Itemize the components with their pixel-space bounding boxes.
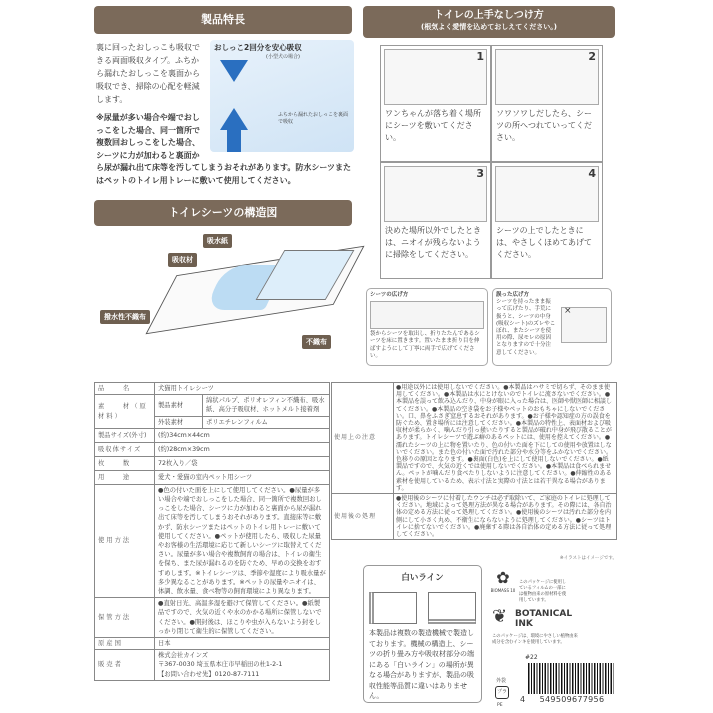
dog-illustration <box>384 166 487 222</box>
recycle-label: 外袋 <box>496 678 507 684</box>
training-header <box>363 6 615 38</box>
white-line-text: 本製品は複数の製造機械で製造しております。機械の構造上、シーツの折り畳み方や吸収材部分の端にある「白いライン」の場所が異なる場合がありますが、製品の吸収性能等品質に違いはありません。 <box>369 629 474 700</box>
step-number: 3 <box>476 167 484 180</box>
label-repellent: 撥水性不織布 <box>100 310 150 324</box>
barcode-first-digit: 4 <box>520 695 526 704</box>
storage-value: ●直射日光、高温多湿を避けて保管してください。●紙製品ですので、火気の近くや水のかかる場所に保管しないでください。●開封後は、ほこりや虫が入らないよう封をしっかり閉じて衛生的に保管してください。 <box>155 598 330 638</box>
size-label: 製品サイズ(外寸) <box>95 428 155 442</box>
absorb-size-label: 吸収体サイズ <box>95 442 155 456</box>
seller-contact: 【お問い合わせ先】0120-87-7111 <box>158 670 260 678</box>
step-2 <box>491 45 603 162</box>
x-mark-icon: × <box>564 306 572 316</box>
count-label: 枚 数 <box>95 456 155 470</box>
origin-label: 原産国 <box>95 638 155 650</box>
recycle-material: PE <box>497 703 503 708</box>
botanical-text: このパッケージは、環境にやさしい植物由来成分を含むインキを使用しています。 <box>492 634 578 645</box>
dog-illustration <box>495 166 599 222</box>
structure-header: トイレシーツの構造図 <box>94 200 352 226</box>
dog-illustration <box>495 49 599 105</box>
product-material-label: 製品素材 <box>155 395 203 416</box>
image-label: おしっこ2回分を安心吸収 <box>214 43 302 52</box>
caution-value: ●用途以外には使用しないでください。●本製品はハサミで切らず、そのまま使用してください。●本製品は水にとけないのでトイレに流さないでください。●本製品を誤って飲み込んだり、中身が眼に入った場合は、医師や獣医師に相談してください。●本製品の空き袋をお子様やペットのおもちゃにしないでください。口、鼻をふさぎ窒息するおそれがあります。●お子様や認知症の方の誤食を防ぐため、置き場所には注意してください。●本製品の特性上、表面材および吸収材が柔らかく、噛んだり引っ掻いたりすると製品が破れ中身が飛び散ることがあります。トイレシーツで遊ぶ癖のあるペットには、使用を控えてください。●濡れたシーツの上に物を置いたり、色の付いた面を下にしての使用や放置はしないでください。また色の付いた面で汚れた部分や水分等をふかないでください。色移りの原因となります。●裏面(白色)を上にして使用しないでください。●紙製品ですので、火気の近くでは使用しないでください。●本製品は食べられません。ペットが噛んだり食べたりしないように注意してください。●伸縮性のある素材を使用しているため、表示寸法と実際の寸法とは若干異なる場合があります。 <box>394 383 617 494</box>
origin-value: 日本 <box>155 638 330 650</box>
training-title: トイレの上手なしつけ方 <box>434 10 544 21</box>
material-label: 素 材（原材料） <box>95 395 155 429</box>
storage-label: 保管方法 <box>95 598 155 638</box>
wrong-text: シーツを持ったまま振って広げたり、手荒に扱うと、シーツの中身(吸収シート)のズレやこぼれ、またシーツを使用の際、尿モレの原因となりますので十分注意してください。 <box>496 299 556 356</box>
image-sublabel: (小型犬の場合) <box>266 54 300 60</box>
step-1 <box>380 45 491 162</box>
biomass-mark-text: BIOMASS 10 <box>490 588 516 593</box>
white-line-title: 白いライン <box>401 573 444 583</box>
dog-illustration <box>384 49 487 105</box>
step-number: 2 <box>588 50 596 63</box>
caution-label: 使用上の注意 <box>332 383 394 494</box>
count-value: 72枚入り／袋 <box>155 456 330 470</box>
sheet-diagram-left <box>369 592 417 624</box>
barcode-tag: #22 <box>525 654 538 661</box>
outer-material-value: ポリエチレンフィルム <box>203 416 330 428</box>
name-value: 犬猫用トイレシーツ <box>155 383 330 395</box>
pla-recycle-icon: プラ <box>495 686 509 699</box>
spec-table <box>94 382 330 681</box>
step-number: 1 <box>476 50 484 63</box>
step-number: 4 <box>588 167 596 180</box>
disposal-value: ●使用後のシーツに付着したウンチは必ず取除いて、ご家庭のトイレに処理してください。地域によって処理方法が異なる場合があります。その際には、各自治体の定める方法に従って処理してください。●使用後のシーツは汚れた部分を内側にして小さく丸め、不衛生にならないように処理してください。●シーツはトイレに捨てないでください。●廃棄する際は各自治体の定める方法に従って処理してください。 <box>394 494 617 540</box>
seller-address: 〒367-0030 埼玉県本庄市早稲田の杜1-2-1 <box>158 661 283 669</box>
spread-illustration <box>370 301 484 329</box>
biomass-text: このパッケージに使用しているフィルムの一部には植物由来の原材料を使用しています。 <box>519 580 567 603</box>
seller-label: 販売者 <box>95 650 155 681</box>
outer-material-label: 外装素材 <box>155 416 203 428</box>
spread-text: 袋からシーツを取出し、折りたたんであるシーツを床に置きます。置いたまま折り目を伸ばすようにして丁寧に両手で広げてください。 <box>370 331 480 359</box>
features-note: ※尿量が多い場合や端でおしっこをした場合、同一箇所で複数回おしっこをした場合、シーツに力が加わると裏面から尿が漏れ出て床等を汚してしまうおそれがあります。防水シーツまたはペットのトイレ用トレーに敷いて使用してください。 <box>96 113 352 185</box>
seller-value <box>155 650 330 681</box>
step-text: ワンちゃんが落ち着く場所にシーツを敷いてください。 <box>385 109 481 142</box>
spread-box <box>366 288 488 366</box>
wrong-illustration <box>561 307 607 343</box>
sheet-diagram-right <box>428 592 476 624</box>
image-label-2: ふちから漏れたおしっこを裏面で吸収 <box>278 112 349 125</box>
step-text: ソワソワしだしたら、シーツの所へつれていってください。 <box>496 109 592 142</box>
caution-table <box>331 382 617 540</box>
absorb-size-value: (約)28cm×39cm <box>155 442 330 456</box>
barcode <box>528 663 614 694</box>
label-absorbent: 吸収材 <box>168 253 197 267</box>
features-text: 裏に回ったおしっこも吸収できる両面吸収タイプ。ふちから漏れたおしっこを裏面から吸収でき、掃除の心配を軽減します。 <box>96 43 200 104</box>
label-nonwoven: 不織布 <box>302 335 331 349</box>
illustration-note: ※イラストはイメージです。 <box>559 556 617 561</box>
use-label: 用 途 <box>95 470 155 484</box>
training-subtitle: (根気よく愛情を込めておしえてください。) <box>421 23 557 31</box>
step-3 <box>380 162 491 279</box>
step-4 <box>491 162 603 279</box>
label-paper: 吸水紙 <box>203 234 232 248</box>
white-line-box <box>363 565 482 703</box>
step-text: シーツの上でしたときには、やさしくほめてあげてください。 <box>496 226 592 259</box>
wrong-title: 誤った広げ方 <box>496 292 530 298</box>
spread-title: シーツの広げ方 <box>370 292 409 298</box>
name-label: 品 名 <box>95 383 155 395</box>
use-value: 愛犬・愛猫の室内ペット用シーツ <box>155 470 330 484</box>
botanical-ink-logo: BOTANICAL INK <box>515 609 573 629</box>
botanical-leaf-icon: ❦ <box>492 606 508 627</box>
seller-name: 株式会社カインズ <box>158 652 208 660</box>
howto-label: 使用方法 <box>95 484 155 597</box>
biomass-mark-icon: ✿ BIOMASS 10 <box>490 568 516 593</box>
product-material-value: 綿状パルプ、ポリオレフィン不織布、吸水紙、高分子吸収材、ホットメルト接着剤 <box>203 395 330 416</box>
howto-value: ●色の付いた面を上にして使用してください。●尿量が多い場合や端でおしっこをした場合、同一箇所で複数回おしっこをした場合、シーツに力が加わると裏面から尿が漏れ出て床等を汚してしまうおそれがあります。直接床等に敷かず、防水シーツまたはペットのトイレ用トレーに敷いて使用してください。●ペットが使用したら、吸収した尿量やお客様の生活環境に応じて新しいシーツに取替えてください。尿量が多い場合や複数飼育の場合は、トイレの衛生を保ち、また尿が漏れるのを防ぐため、早めの交換をおすすめします。※トイレシーツは、季節や湿度により吸水量が多少異なることがあります。※ペットの尿量やニオイは、体調、飲水量、食べ物等の飼育環境により異なります。 <box>155 484 330 597</box>
size-value: (約)34cm×44cm <box>155 428 330 442</box>
step-text: 決めた場所以外でしたときは、ニオイが残らないように掃除をしてください。 <box>385 226 481 259</box>
disposal-label: 使用後の処理 <box>332 494 394 540</box>
barcode-digits: 549509677956 <box>530 695 614 705</box>
features-text-area <box>96 41 352 187</box>
features-header: 製品特長 <box>94 6 352 34</box>
wrong-box <box>492 288 612 366</box>
image-spacer <box>206 41 352 154</box>
